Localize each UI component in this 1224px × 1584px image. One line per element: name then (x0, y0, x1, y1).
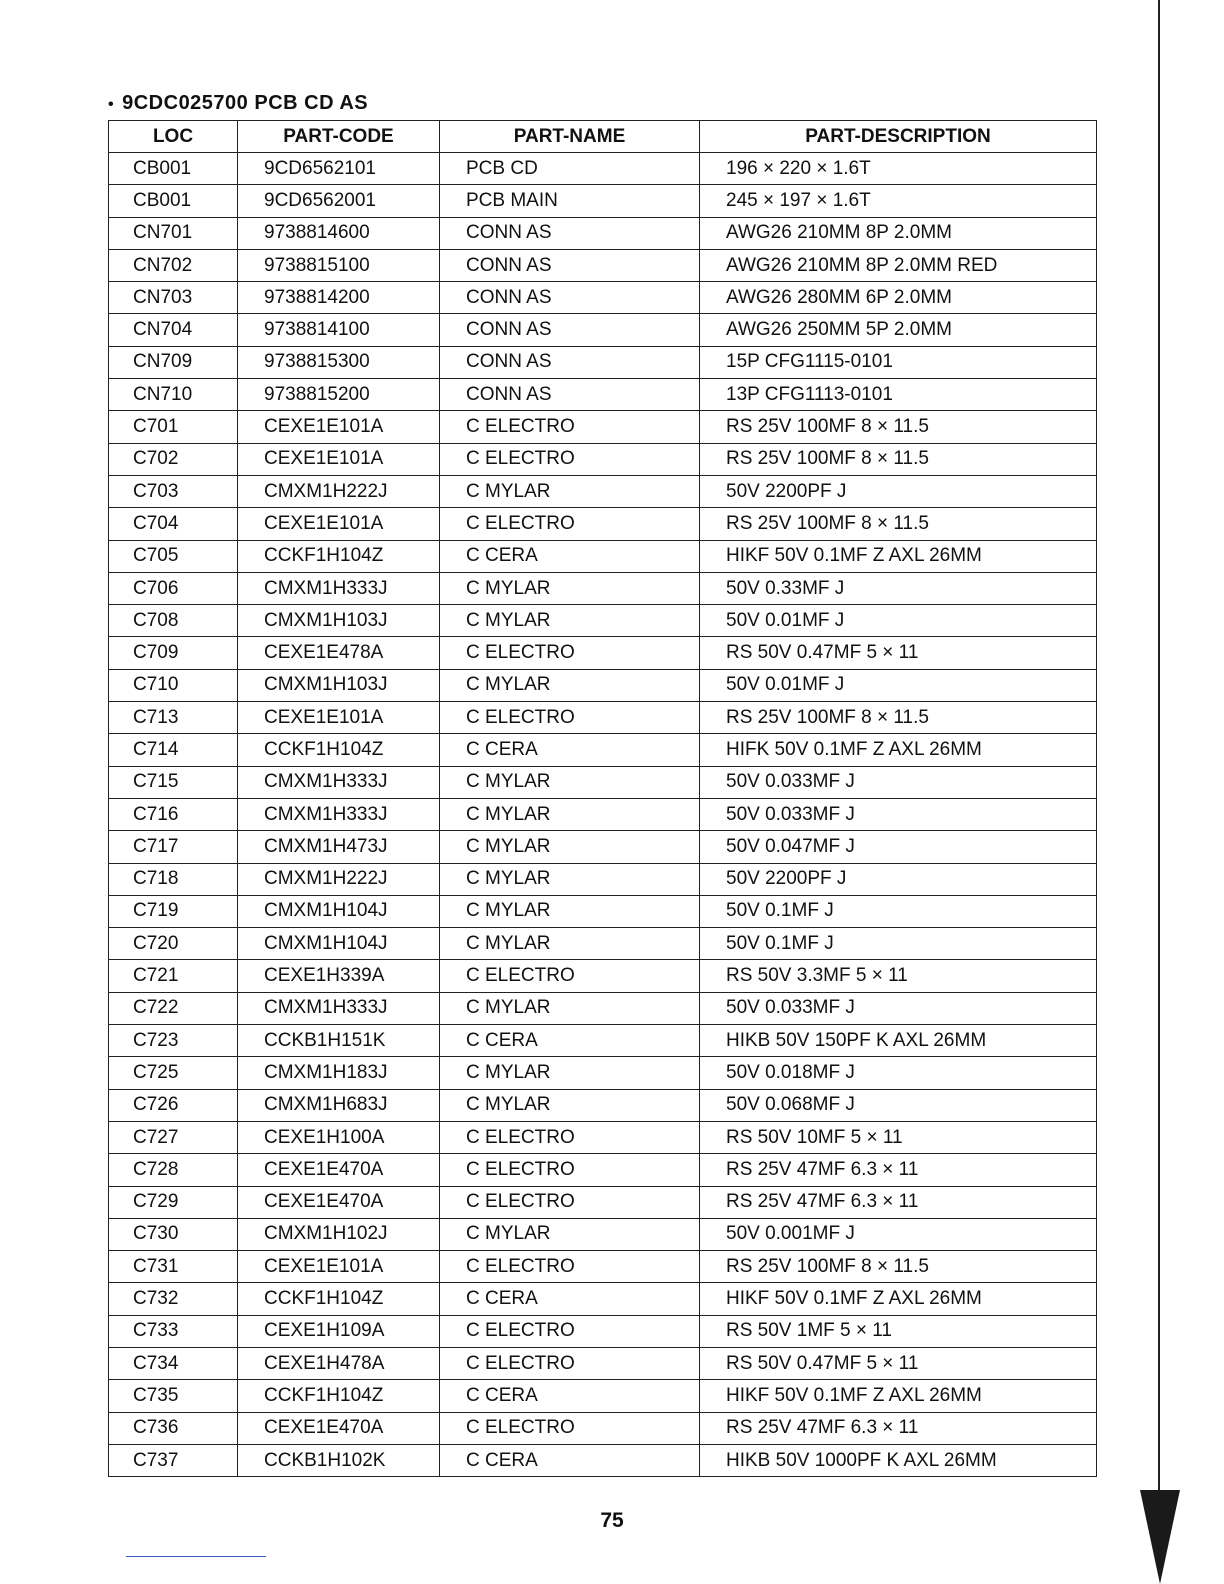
cell-part-name: C ELECTRO (440, 960, 700, 992)
cell-part-code: CMXM1H104J (238, 895, 440, 927)
table-row (109, 1154, 1097, 1186)
cell-part-description: AWG26 250MM 5P 2.0MM (700, 314, 1097, 346)
cell-part-description: 50V 0.01MF J (700, 669, 1097, 701)
cell-loc: CB001 (109, 153, 238, 185)
cell-part-description: HIKF 50V 0.1MF Z AXL 26MM (700, 1283, 1097, 1315)
cell-part-description: 50V 0.33MF J (700, 572, 1097, 604)
table-row (109, 798, 1097, 830)
cell-part-code: CEXE1H339A (238, 960, 440, 992)
cell-loc: C701 (109, 411, 238, 443)
cell-part-name: CONN AS (440, 346, 700, 378)
table-row (109, 1121, 1097, 1153)
cell-part-code: CMXM1H333J (238, 992, 440, 1024)
cell-part-code: CMXM1H222J (238, 863, 440, 895)
cell-part-name: C MYLAR (440, 605, 700, 637)
cell-part-name: C ELECTRO (440, 443, 700, 475)
parts-table-body (109, 153, 1097, 1477)
cell-loc: C705 (109, 540, 238, 572)
page-edge-mark (1140, 1490, 1180, 1584)
table-row (109, 863, 1097, 895)
cell-part-description: 50V 0.068MF J (700, 1089, 1097, 1121)
cell-part-description: 50V 0.033MF J (700, 798, 1097, 830)
cell-part-name: C MYLAR (440, 895, 700, 927)
cell-part-name: C MYLAR (440, 475, 700, 507)
cell-part-description: 15P CFG1115-0101 (700, 346, 1097, 378)
cell-part-code: CEXE1E470A (238, 1412, 440, 1444)
cell-part-name: C ELECTRO (440, 1347, 700, 1379)
cell-part-code: CEXE1H478A (238, 1347, 440, 1379)
cell-part-code: CMXM1H183J (238, 1057, 440, 1089)
cell-loc: C730 (109, 1218, 238, 1250)
cell-part-name: C ELECTRO (440, 1154, 700, 1186)
cell-part-code: CMXM1H333J (238, 572, 440, 604)
cell-loc: CN709 (109, 346, 238, 378)
cell-loc: C736 (109, 1412, 238, 1444)
cell-loc: C715 (109, 766, 238, 798)
cell-loc: C717 (109, 831, 238, 863)
cell-part-description: RS 25V 100MF 8 × 11.5 (700, 508, 1097, 540)
cell-part-code: CEXE1H100A (238, 1121, 440, 1153)
cell-part-description: 13P CFG1113-0101 (700, 379, 1097, 411)
cell-part-name: C ELECTRO (440, 1121, 700, 1153)
cell-part-description: 50V 0.1MF J (700, 895, 1097, 927)
cell-part-description: 50V 2200PF J (700, 863, 1097, 895)
cell-part-code: CCKF1H104Z (238, 540, 440, 572)
column-header-loc: LOC (109, 121, 238, 153)
cell-part-code: CMXM1H103J (238, 669, 440, 701)
section-title (108, 92, 368, 115)
cell-part-description: HIKB 50V 150PF K AXL 26MM (700, 1025, 1097, 1057)
table-row (109, 1251, 1097, 1283)
cell-part-description: 50V 0.033MF J (700, 992, 1097, 1024)
parts-table (108, 120, 1097, 1477)
cell-part-name: PCB MAIN (440, 185, 700, 217)
cell-loc: C720 (109, 928, 238, 960)
cell-part-code: CCKB1H102K (238, 1444, 440, 1476)
cell-loc: C733 (109, 1315, 238, 1347)
cell-part-description: 196 × 220 × 1.6T (700, 153, 1097, 185)
cell-part-code: CMXM1H473J (238, 831, 440, 863)
table-row (109, 1025, 1097, 1057)
cell-part-description: AWG26 210MM 8P 2.0MM RED (700, 249, 1097, 281)
cell-part-name: C CERA (440, 1283, 700, 1315)
column-header-part-description: PART-DESCRIPTION (700, 121, 1097, 153)
column-header-part-name: PART-NAME (440, 121, 700, 153)
cell-part-name: C MYLAR (440, 1057, 700, 1089)
table-row (109, 1380, 1097, 1412)
cell-part-description: RS 25V 47MF 6.3 × 11 (700, 1412, 1097, 1444)
cell-loc: CN710 (109, 379, 238, 411)
cell-part-description: RS 50V 0.47MF 5 × 11 (700, 1347, 1097, 1379)
cell-part-code: CEXE1E101A (238, 702, 440, 734)
cell-part-name: C MYLAR (440, 766, 700, 798)
cell-part-name: C ELECTRO (440, 411, 700, 443)
cell-loc: C709 (109, 637, 238, 669)
cell-part-code: 9738815100 (238, 249, 440, 281)
cell-loc: C708 (109, 605, 238, 637)
cell-part-name: C CERA (440, 1380, 700, 1412)
cell-part-name: C MYLAR (440, 572, 700, 604)
cell-part-name: C ELECTRO (440, 702, 700, 734)
cell-loc: C721 (109, 960, 238, 992)
cell-part-code: CMXM1H683J (238, 1089, 440, 1121)
cell-part-name: CONN AS (440, 249, 700, 281)
cell-part-name: PCB CD (440, 153, 700, 185)
cell-part-code: CCKF1H104Z (238, 1380, 440, 1412)
table-row (109, 1283, 1097, 1315)
cell-part-code: CMXM1H102J (238, 1218, 440, 1250)
cell-part-name: C ELECTRO (440, 1412, 700, 1444)
cell-loc: C725 (109, 1057, 238, 1089)
cell-part-code: CMXM1H222J (238, 475, 440, 507)
table-row (109, 475, 1097, 507)
table-row (109, 411, 1097, 443)
cell-part-name: CONN AS (440, 314, 700, 346)
cell-part-description: 50V 0.033MF J (700, 766, 1097, 798)
table-row (109, 1218, 1097, 1250)
cell-part-code: 9CD6562101 (238, 153, 440, 185)
cell-loc: C714 (109, 734, 238, 766)
cell-loc: C737 (109, 1444, 238, 1476)
cell-loc: C722 (109, 992, 238, 1024)
cell-part-name: C ELECTRO (440, 508, 700, 540)
cell-part-code: CMXM1H104J (238, 928, 440, 960)
cell-loc: C719 (109, 895, 238, 927)
table-row (109, 734, 1097, 766)
cell-part-description: 50V 0.1MF J (700, 928, 1097, 960)
cell-part-code: CMXM1H333J (238, 766, 440, 798)
cell-part-description: AWG26 210MM 8P 2.0MM (700, 217, 1097, 249)
cell-loc: C703 (109, 475, 238, 507)
table-row (109, 314, 1097, 346)
table-row (109, 443, 1097, 475)
cell-part-description: RS 25V 100MF 8 × 11.5 (700, 1251, 1097, 1283)
table-row (109, 217, 1097, 249)
table-row (109, 1186, 1097, 1218)
cell-loc: C718 (109, 863, 238, 895)
cell-part-code: CEXE1E101A (238, 1251, 440, 1283)
cell-part-name: CONN AS (440, 379, 700, 411)
cell-loc: C732 (109, 1283, 238, 1315)
cell-part-code: CEXE1E101A (238, 508, 440, 540)
table-row (109, 1057, 1097, 1089)
cell-part-name: C ELECTRO (440, 637, 700, 669)
cell-part-name: C CERA (440, 1025, 700, 1057)
page-number: 75 (600, 1509, 624, 1532)
table-row (109, 1412, 1097, 1444)
cell-part-description: 50V 0.001MF J (700, 1218, 1097, 1250)
column-header-part-code: PART-CODE (238, 121, 440, 153)
cell-loc: C706 (109, 572, 238, 604)
cell-part-name: C MYLAR (440, 992, 700, 1024)
cell-part-name: CONN AS (440, 282, 700, 314)
cell-part-description: RS 50V 1MF 5 × 11 (700, 1315, 1097, 1347)
cell-loc: CN704 (109, 314, 238, 346)
cell-part-description: RS 50V 10MF 5 × 11 (700, 1121, 1097, 1153)
cell-part-name: C MYLAR (440, 831, 700, 863)
cell-loc: CN703 (109, 282, 238, 314)
table-row (109, 1444, 1097, 1476)
cell-part-name: C ELECTRO (440, 1251, 700, 1283)
table-row (109, 185, 1097, 217)
cell-part-code: CEXE1E101A (238, 443, 440, 475)
cell-part-name: C ELECTRO (440, 1186, 700, 1218)
cell-part-description: AWG26 280MM 6P 2.0MM (700, 282, 1097, 314)
cell-part-description: RS 50V 3.3MF 5 × 11 (700, 960, 1097, 992)
page-edge-line (1158, 0, 1160, 1500)
cell-part-name: C MYLAR (440, 928, 700, 960)
table-row (109, 895, 1097, 927)
cell-loc: C735 (109, 1380, 238, 1412)
section-title-text: 9CDC025700 PCB CD AS (122, 92, 369, 114)
cell-part-description: 245 × 197 × 1.6T (700, 185, 1097, 217)
table-row (109, 605, 1097, 637)
table-row (109, 1089, 1097, 1121)
cell-part-name: C MYLAR (440, 669, 700, 701)
cell-loc: CN701 (109, 217, 238, 249)
cell-part-name: C CERA (440, 540, 700, 572)
table-row (109, 249, 1097, 281)
table-row (109, 702, 1097, 734)
cell-loc: C704 (109, 508, 238, 540)
table-row (109, 669, 1097, 701)
cell-part-code: 9738814600 (238, 217, 440, 249)
cell-part-name: C ELECTRO (440, 1315, 700, 1347)
cell-part-description: 50V 0.018MF J (700, 1057, 1097, 1089)
table-row (109, 1315, 1097, 1347)
cell-loc: C716 (109, 798, 238, 830)
cell-part-code: 9CD6562001 (238, 185, 440, 217)
cell-loc: C723 (109, 1025, 238, 1057)
cell-part-code: 9738814200 (238, 282, 440, 314)
cell-part-code: CEXE1H109A (238, 1315, 440, 1347)
cell-part-description: RS 25V 100MF 8 × 11.5 (700, 443, 1097, 475)
cell-part-code: CEXE1E470A (238, 1186, 440, 1218)
cell-part-description: 50V 0.047MF J (700, 831, 1097, 863)
cell-loc: C734 (109, 1347, 238, 1379)
cell-part-description: RS 50V 0.47MF 5 × 11 (700, 637, 1097, 669)
cell-part-name: C CERA (440, 1444, 700, 1476)
cell-loc: C713 (109, 702, 238, 734)
cell-loc: CN702 (109, 249, 238, 281)
cell-part-code: 9738815300 (238, 346, 440, 378)
cell-loc: C729 (109, 1186, 238, 1218)
cell-part-code: CMXM1H103J (238, 605, 440, 637)
table-row (109, 928, 1097, 960)
table-row (109, 766, 1097, 798)
cell-part-description: 50V 2200PF J (700, 475, 1097, 507)
cell-part-code: CCKF1H104Z (238, 734, 440, 766)
table-row (109, 379, 1097, 411)
table-row (109, 831, 1097, 863)
table-row (109, 637, 1097, 669)
table-row (109, 346, 1097, 378)
cell-part-code: CMXM1H333J (238, 798, 440, 830)
cell-part-code: 9738815200 (238, 379, 440, 411)
cell-loc: C728 (109, 1154, 238, 1186)
cell-part-name: C MYLAR (440, 863, 700, 895)
table-row (109, 508, 1097, 540)
cell-part-description: HIKF 50V 0.1MF Z AXL 26MM (700, 540, 1097, 572)
cell-part-code: CEXE1E470A (238, 1154, 440, 1186)
cell-part-code: CEXE1E478A (238, 637, 440, 669)
cell-part-description: HIFK 50V 0.1MF Z AXL 26MM (700, 734, 1097, 766)
cell-part-code: CEXE1E101A (238, 411, 440, 443)
table-header-row (109, 121, 1097, 153)
cell-loc: C702 (109, 443, 238, 475)
cell-part-description: RS 25V 100MF 8 × 11.5 (700, 702, 1097, 734)
bullet-icon: • (108, 96, 115, 113)
table-row (109, 153, 1097, 185)
table-row (109, 1347, 1097, 1379)
cell-loc: CB001 (109, 185, 238, 217)
cell-part-name: C MYLAR (440, 798, 700, 830)
cell-part-description: HIKB 50V 1000PF K AXL 26MM (700, 1444, 1097, 1476)
cell-part-name: C MYLAR (440, 1089, 700, 1121)
cell-loc: C710 (109, 669, 238, 701)
table-row (109, 992, 1097, 1024)
cell-loc: C727 (109, 1121, 238, 1153)
cell-loc: C726 (109, 1089, 238, 1121)
cell-part-description: 50V 0.01MF J (700, 605, 1097, 637)
table-row (109, 540, 1097, 572)
cell-part-name: CONN AS (440, 217, 700, 249)
cell-part-code: CCKF1H104Z (238, 1283, 440, 1315)
table-row (109, 282, 1097, 314)
cell-loc: C731 (109, 1251, 238, 1283)
table-row (109, 572, 1097, 604)
table-row (109, 960, 1097, 992)
cell-part-description: RS 25V 47MF 6.3 × 11 (700, 1186, 1097, 1218)
cell-part-name: C CERA (440, 734, 700, 766)
cell-part-description: RS 25V 100MF 8 × 11.5 (700, 411, 1097, 443)
cell-part-description: HIKF 50V 0.1MF Z AXL 26MM (700, 1380, 1097, 1412)
cell-part-name: C MYLAR (440, 1218, 700, 1250)
cell-part-code: CCKB1H151K (238, 1025, 440, 1057)
cell-part-code: 9738814100 (238, 314, 440, 346)
cell-part-description: RS 25V 47MF 6.3 × 11 (700, 1154, 1097, 1186)
footer-rule (126, 1556, 266, 1557)
